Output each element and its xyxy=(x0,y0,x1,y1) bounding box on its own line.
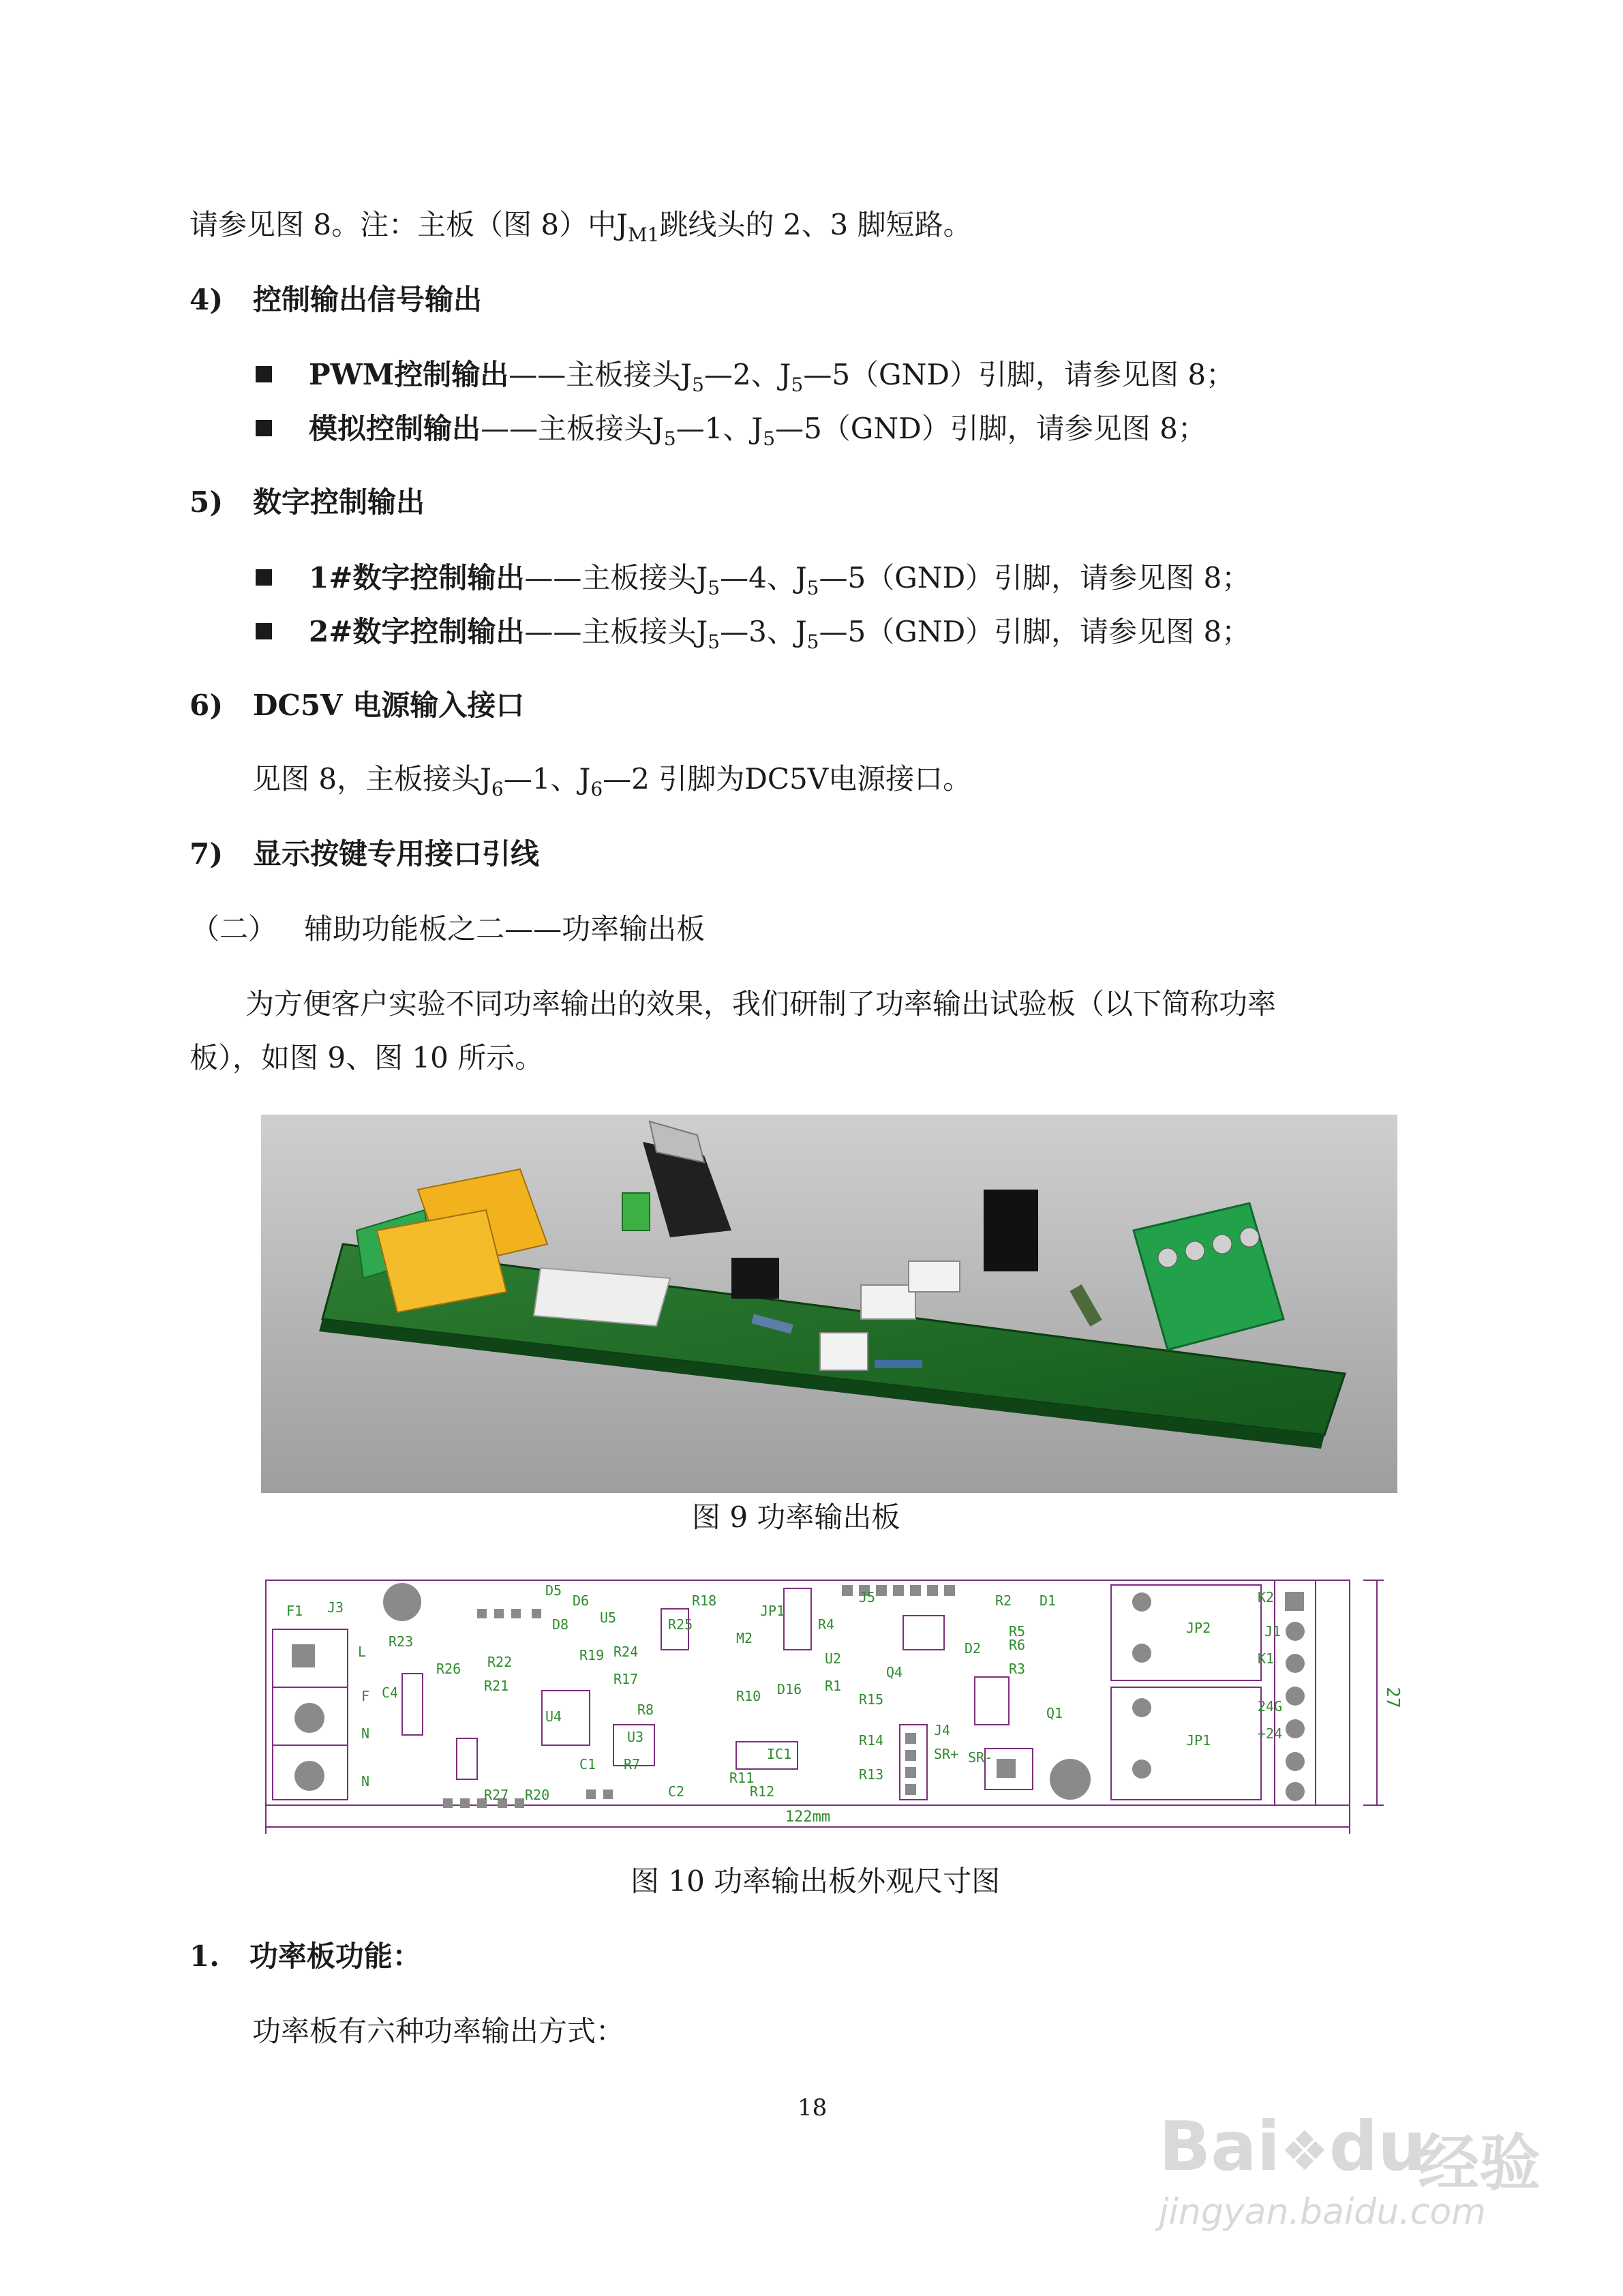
pcb-label: D8 xyxy=(552,1616,569,1633)
pcb-label: JP1 xyxy=(760,1603,785,1619)
pcb-label: R11 xyxy=(729,1770,755,1786)
pcb-label: R27 xyxy=(484,1787,509,1803)
pcb-label: J5 xyxy=(859,1589,876,1605)
pcb-label: R13 xyxy=(859,1766,884,1783)
pcb-label: J1 xyxy=(1264,1623,1281,1640)
sec4-item-2: 模拟控制输出——主板接头$J_5—1$、$J_5—5(GND)$引脚，请参见图 8； xyxy=(309,412,1207,450)
pcb-label: R22 xyxy=(487,1654,513,1670)
pcb-label: K2 xyxy=(1258,1589,1275,1605)
pcb-label: R21 xyxy=(484,1678,509,1694)
section-7-heading: 7) 显示按键专用接口引线 xyxy=(189,837,539,871)
pcb-label: N xyxy=(361,1773,370,1789)
pcb-label: R17 xyxy=(613,1671,639,1687)
sec4-item-1: PWM控制输出——主板接头$J_5—2$、$J_5—5(GND)$引脚，请参见图 8； xyxy=(309,358,1235,396)
bullet-icon xyxy=(256,623,272,639)
pcb-label: R12 xyxy=(750,1783,775,1800)
pcb-label: R7 xyxy=(624,1756,641,1772)
pcb-label: R23 xyxy=(389,1633,414,1650)
pcb-label: R2 xyxy=(995,1592,1012,1609)
pcb-height-label: 27 xyxy=(1382,1687,1403,1708)
pcb-label: JP2 xyxy=(1186,1620,1211,1636)
pcb-label: Q1 xyxy=(1046,1705,1063,1721)
pcb-label: C4 xyxy=(382,1685,399,1701)
bullet-icon xyxy=(256,569,272,586)
pcb-label: SR+ xyxy=(934,1746,959,1762)
pcb-label: F xyxy=(361,1688,370,1704)
paw-icon: ❖ xyxy=(1279,2119,1329,2183)
pcb-label: SR- xyxy=(968,1749,993,1766)
section-6-heading: 6) DC5V 电源输入接口 xyxy=(189,689,525,722)
pcb-label: R20 xyxy=(525,1787,550,1803)
section-5-heading: 5) 数字控制输出 xyxy=(189,485,425,519)
pcb-label: 24G xyxy=(1258,1698,1283,1715)
pcb-label: J4 xyxy=(934,1722,951,1738)
pcb-label: R6 xyxy=(1009,1637,1026,1653)
pcb-label: R14 xyxy=(859,1732,884,1749)
watermark-brand2: du xyxy=(1329,2106,1427,2186)
pcb-label: U3 xyxy=(627,1729,644,1745)
pcb-label: R10 xyxy=(736,1688,761,1704)
section-4-heading: 4) 控制输出信号输出 xyxy=(189,283,482,316)
pcb-label: R4 xyxy=(818,1616,835,1633)
pcb-label: IC1 xyxy=(767,1746,792,1762)
pcb-label: F1 xyxy=(286,1603,303,1619)
figure-9-caption: 图 9 功率输出板 xyxy=(692,1500,900,1534)
pcb-label: D6 xyxy=(573,1592,590,1609)
pcb-label: J3 xyxy=(327,1599,344,1616)
pcb-label: R19 xyxy=(579,1647,605,1663)
pcb-layout-drawing xyxy=(259,1575,1403,1847)
pcb-label: N xyxy=(361,1725,370,1742)
figure-10-caption: 图 10 功率输出板外观尺寸图 xyxy=(631,1864,1001,1898)
pcb-label: U5 xyxy=(600,1610,617,1626)
pcb-label: K1 xyxy=(1258,1650,1275,1667)
pcb-label: R24 xyxy=(613,1644,639,1660)
watermark-cn: 经验 xyxy=(1418,2128,1541,2199)
pcb-label: R3 xyxy=(1009,1661,1026,1677)
pcb-label: R18 xyxy=(692,1592,717,1609)
power-section-heading: 1. 功率板功能： xyxy=(189,1939,421,1973)
pcb-label: D1 xyxy=(1040,1592,1057,1609)
pcb-label: JP1 xyxy=(1186,1732,1211,1749)
pcb-label: R26 xyxy=(436,1661,461,1677)
pcb-label: D2 xyxy=(965,1640,982,1657)
pcb-label: M2 xyxy=(736,1630,753,1646)
pcb-label: R8 xyxy=(637,1702,654,1718)
watermark-url: jingyan.baidu.com xyxy=(1159,2192,1486,2233)
pcb-label: R25 xyxy=(668,1616,693,1633)
pcb-label: R1 xyxy=(825,1678,842,1694)
pcb-label: +24 xyxy=(1258,1725,1283,1742)
pcb-label: D5 xyxy=(545,1582,562,1599)
page-number: 18 xyxy=(798,2094,828,2121)
watermark-brand: Bai xyxy=(1159,2106,1280,2186)
power-board-photo xyxy=(261,1115,1397,1493)
pcb-label: C2 xyxy=(668,1783,685,1800)
para1-line2: 板），如图 9、图 10 所示。 xyxy=(189,1041,544,1074)
pcb-label: C1 xyxy=(579,1756,596,1772)
para1-line1: 为方便客户实验不同功率输出的效果，我们研制了功率输出试验板（以下简称功率 xyxy=(245,987,1277,1021)
pcb-label: Q4 xyxy=(886,1664,903,1680)
pcb-width-label: 122mm xyxy=(785,1809,831,1826)
power-text: 功率板有六种功率输出方式： xyxy=(252,2014,625,2048)
bullet-icon xyxy=(256,420,272,436)
pcb-label: R5 xyxy=(1009,1623,1026,1640)
pcb-label: R15 xyxy=(859,1691,884,1708)
part-2-heading: （二） 辅助功能板之二——功率输出板 xyxy=(191,912,706,946)
pcb-label: L xyxy=(358,1644,367,1660)
pcb-label: U2 xyxy=(825,1650,842,1667)
pcb-label: D16 xyxy=(777,1681,802,1697)
bullet-icon xyxy=(256,366,272,382)
intro-line: 请参见图 8。注：主板（图 8）中$J_{M1}$跳线头的 2、3 脚短路。 xyxy=(189,208,972,246)
pcb-label: U4 xyxy=(545,1708,562,1725)
sec5-item-2: 2#数字控制输出——主板接头$J_5—3$、$J_5—5(GND)$引脚，请参见图 8； xyxy=(309,615,1251,653)
sec5-item-1: 1#数字控制输出——主板接头$J_5—4$、$J_5—5(GND)$引脚，请参见图 8； xyxy=(309,561,1251,599)
sec6-text: 见图 8，主板接头$J_6—1$、$J_6—2$ 引脚为DC5V电源接口。 xyxy=(252,762,972,800)
